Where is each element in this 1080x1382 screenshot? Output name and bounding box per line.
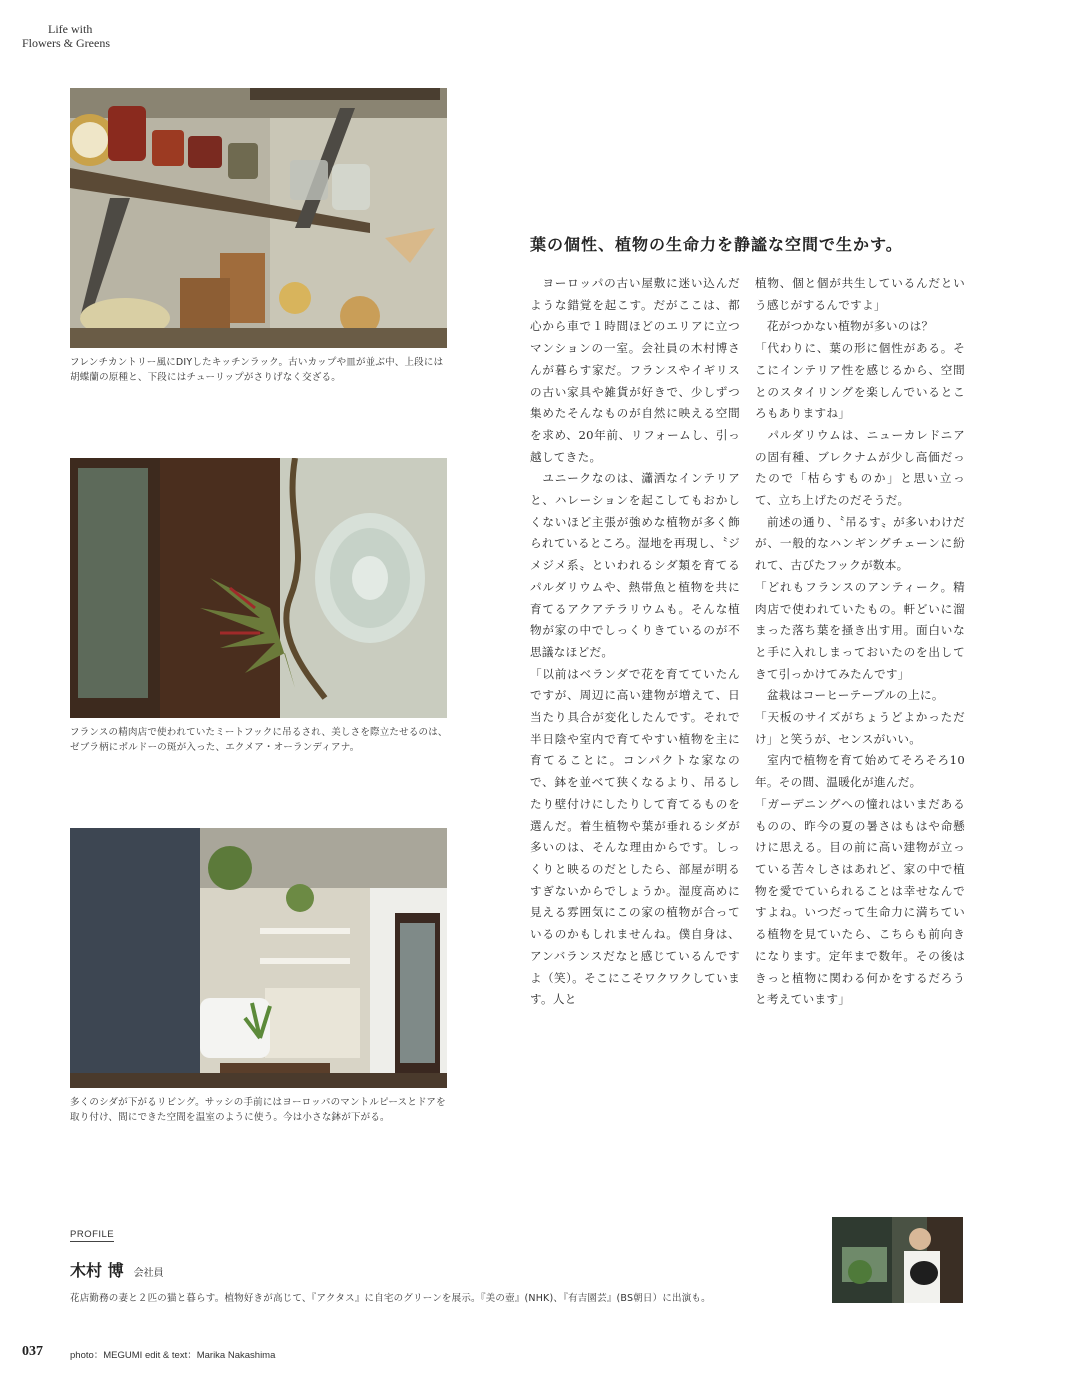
body-column-1 [530, 273, 740, 1011]
photo-caption-2: フランスの精肉店で使われていたミートフックに吊るされ、美しさを際立たせるのは、ゼブラ柄にボルドーの斑が入った、エクメア・オーランディアナ。 [70, 727, 448, 753]
profile-role: 会社員 [133, 1268, 164, 1279]
profile-bio: 花店勤務の妻と２匹の猫と暮らす。植物好きが高じて、『アクタス』に自宅のグリーンを展示。『美の壺』(NHK)、『有吉園芸』(BS朝日）に出演も。 [70, 1293, 711, 1304]
profile-portrait-photo [832, 1217, 963, 1303]
body-text-col1: ヨーロッパの古い屋敷に迷い込んだような錯覚を起こす。だがここは、都心から車で１時間ほどのエリアに立つマンションの一室。会社員の木村博さんが暮らす家だ。フランスやイギリスの古い家具や雑貨が好きで、少しずつ集めたそんなものが自然に映える空間を求め、20年前、リフォームし、引っ越してきた。 ユニークなのは、瀟洒なインテリアと、ハレーションを起こしてもおかしくないほど主張が強めな植物が多く飾られているところ。湿地を再現し、〝ジメジメ系〟といわれるシダ類を育てるパルダリウムや、熱帯魚と植物を共に育てるアクアテラリウムも。そんな植物が家の中でしっくりきているのが不思議なほどだ。 「以前はベランダで花を育てていたんですが、周辺に高い建物が増えて、日当たり具合が変化したんです。それで半日陰や室内で育てやすい植物を主に育てることに。コンパクトな家なので、鉢を並べて狭くなるより、吊るしたり壁付けにしたりして育てるものを選んだ。着生植物や葉が垂れるシダが多いのは、そんな理由からです。しっくりと映るのだとしたら、部屋が明るすぎないからでしょうか。湿度高めに見える雰囲気にこの家の植物が合っているのかもしれませんね。僕自身は、アンバランスだなと感じているんですよ（笑）。そこにこそワクワクしています。人と [530, 276, 740, 1007]
profile-name-line [70, 1258, 164, 1281]
photo-caption-3: 多くのシダが下がるリビング。サッシの手前にはヨーロッパのマントルピースとドアを取り付け、間にできた空間を温室のように使う。今は小さな鉢が下がる。 [70, 1097, 446, 1123]
series-title [22, 22, 152, 50]
bromeliad-photo [70, 458, 447, 718]
body-text-col2: 植物、個と個が共生しているんだという感じがするんですよ」 花がつかない植物が多いのは？ 「代わりに、葉の形に個性がある。そこにインテリア性を感じるから、空間とのスタイリングを楽しんでいるところもありますね」 パルダリウムは、ニューカレドニアの固有種、ブレクナムが少し高価だったので「枯らすものか」と思い立って、立ち上げたのだそうだ。 前述の通り、〝吊るす〟が多いわけだが、一般的なハンギングチェーンに紛れて、古びたフックが数本。 「どれもフランスのアンティーク。精肉店で使われていたもの。軒どいに溜まった落ち葉を掻き出す用。面白いなと手に入れしまっておいたのを出してきて引っかけてみたんです」 盆栽はコーヒーテーブルの上に。 「天板のサイズがちょうどよかっただけ」と笑うが、センスがいい。 室内で植物を育て始めてそろそろ10年。その間、温暖化が進んだ。 「ガーデニングへの憧れはいまだあるものの、昨今の夏の暑さはもはや命懸けに思える。目の前に高い建物が立っている苦々しさはあれど、家の中で植物を愛でていられることは幸せなんですよね。いつだって生命力に満ちている植物を見ていたら、こちらも前向きになります。定年まで数年。その後はきっと植物に関わる何かをするだろうと考えています」 [755, 276, 965, 1007]
series-title-line2: Flowers & Greens [22, 36, 110, 50]
body-column-2 [755, 273, 965, 1011]
kitchen-rack-photo [70, 88, 447, 348]
series-title-line1: Life with [48, 22, 93, 36]
page-number: 037 [22, 1344, 43, 1359]
article-headline: 葉の個性、植物の生命力を静謐な空間で生かす。 [530, 235, 903, 254]
living-room-photo [70, 828, 447, 1088]
photo-credits: photo：MEGUMI edit & text：Marika Nakashima [70, 1350, 276, 1361]
profile-name: 木村 博 [70, 1261, 124, 1280]
photo-caption-1: フレンチカントリー風にDIYしたキッチンラック。古いカップや皿が並ぶ中、上段には胡蝶蘭の原種と、下段にはチューリップがさりげなく交ざる。 [70, 357, 444, 383]
profile-label: PROFILE [70, 1229, 115, 1240]
